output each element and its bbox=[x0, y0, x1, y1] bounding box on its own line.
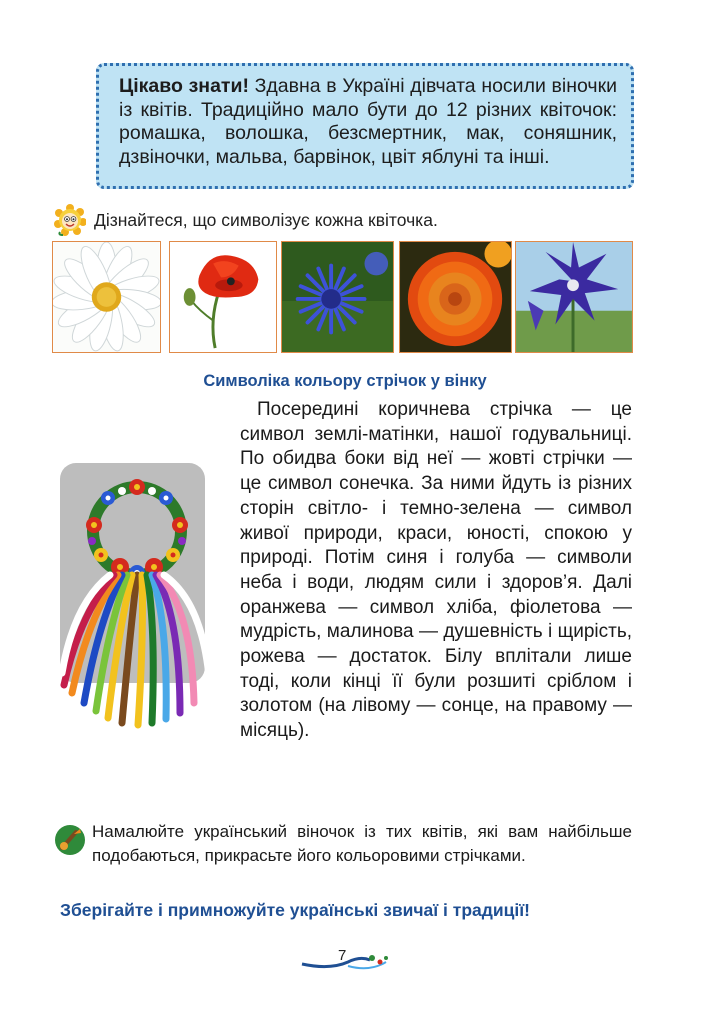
ribbon-symbolism-text: Посередині коричнева стрічка — це символ землі-матінки, нашої годувальниці. По обидва боки від неї — жовті стрічки — це символ сонечка. За ними йдуть із різних сторін світло- і темно-зелена — символ живої природи, краси, юності, спокою у природі. Потім синя і голуба — символи неба і води, людям сили і здоров’я. Далі оранжева — символ хліба, фіолетова — мудрість, малинова — душевність і щирість, рожева — достаток. Білу вплітали лише тоді, коли кінці її були розшиті сріблом і золотом (на лівому — сонце, на правому — місяць). bbox=[240, 399, 632, 742]
footer-slogan: Зберігайте і примножуйте українські звичаї і традиції! bbox=[60, 900, 531, 920]
photo-chamomile bbox=[52, 241, 161, 353]
info-box bbox=[96, 63, 634, 189]
photo-immortelle bbox=[399, 241, 512, 353]
photo-poppy bbox=[169, 241, 277, 353]
wreath-illustration bbox=[60, 463, 215, 748]
photo-bellflower bbox=[515, 241, 633, 353]
task-draw-wreath: Намалюйте український віночок із тих квітів, які вам найбільше подобаються, прикрасьте його кольоровими стрічками. bbox=[92, 822, 632, 865]
info-box-heading: Цікаво знати! bbox=[119, 75, 249, 97]
page-number-ornament bbox=[300, 944, 390, 972]
photo-cornflower bbox=[281, 241, 394, 353]
info-box-text bbox=[119, 75, 617, 169]
paint-brush-icon bbox=[54, 824, 86, 856]
sunflower-kid-icon bbox=[54, 204, 86, 236]
info-box-body: Здавна в Україні дівчата носили віночки із квітів. Традиційно мало бути до 12 різних квіточок: ромашка, волошка, безсмертник, мак, соняшник, дзвіночки, мальва, барвінок, цвіт яблуні та інші. bbox=[119, 75, 617, 168]
task-find-symbolism: Дізнайтеся, що символізує кожна квіточка. bbox=[94, 210, 438, 230]
page-number: 7 bbox=[338, 947, 347, 964]
poppy-image bbox=[170, 242, 276, 352]
immortelle-image bbox=[400, 242, 511, 352]
chamomile-image bbox=[53, 242, 160, 352]
bellflower-image bbox=[516, 242, 632, 352]
section-title: Символіка кольору стрічок у вінку bbox=[203, 372, 487, 390]
cornflower-image bbox=[282, 242, 393, 352]
